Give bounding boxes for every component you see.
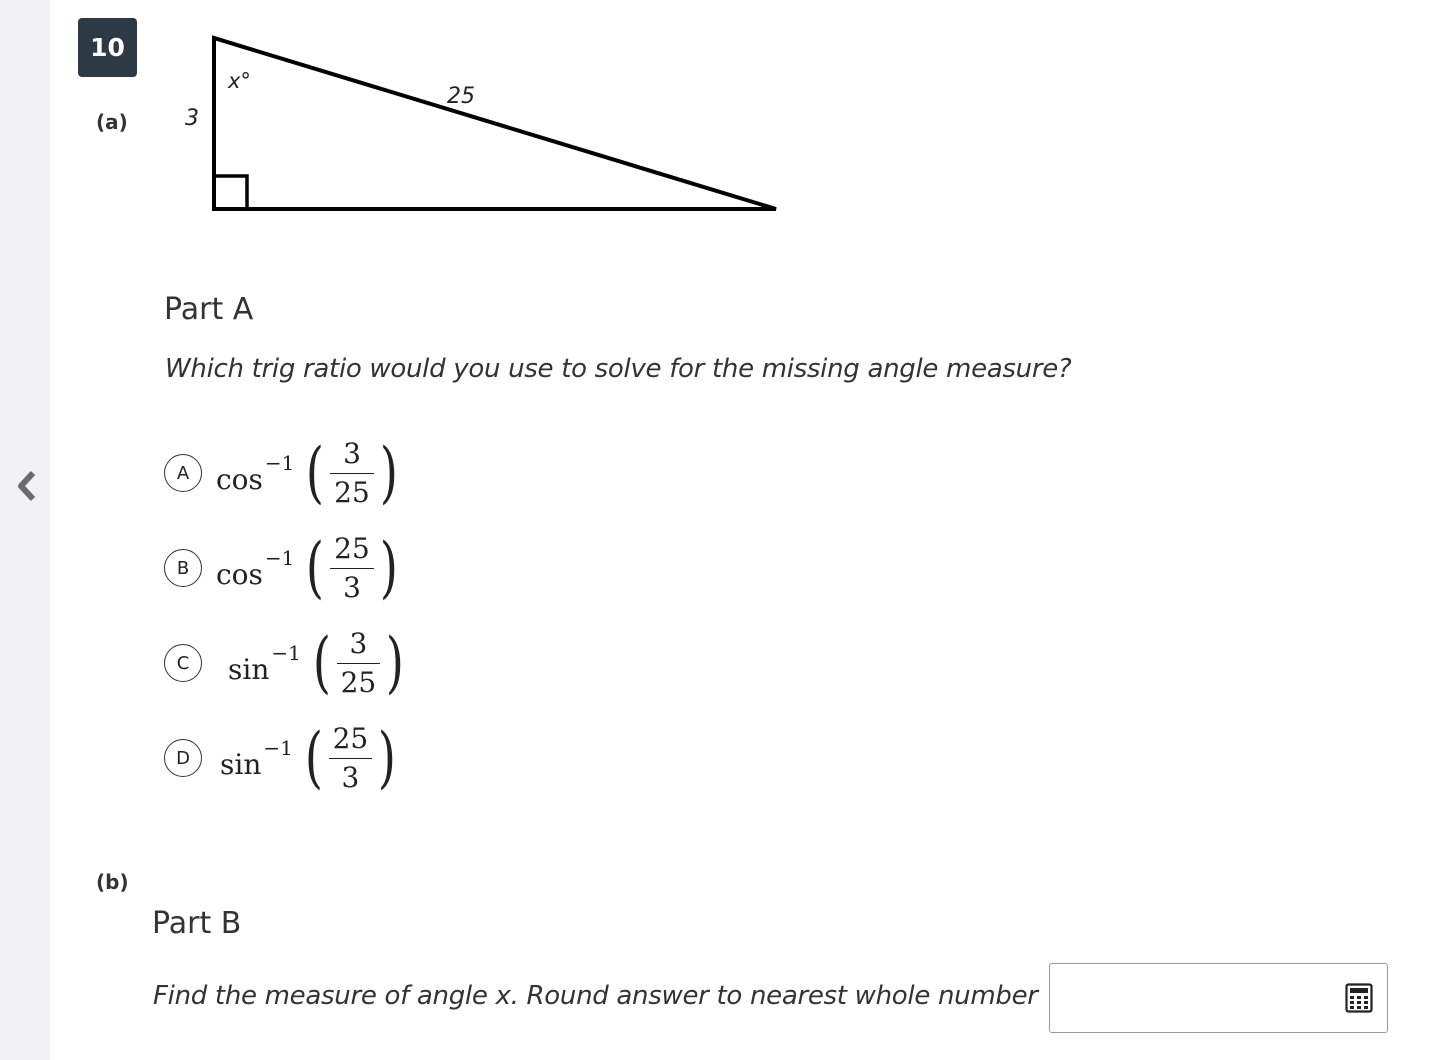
choice-bubble[interactable]: A	[164, 454, 202, 492]
leg-label: 3	[185, 106, 199, 131]
part-b-title: Part B	[152, 906, 242, 941]
choice-bubble[interactable]: D	[164, 739, 202, 777]
choice-expression: cos −1 ( $\frac{25}{3}$ )	[216, 529, 398, 606]
choice-bubble[interactable]: B	[164, 549, 202, 587]
part-a-title: Part A	[164, 292, 254, 327]
part-a-prompt: Which trig ratio would you use to solve for the missing angle measure?	[165, 354, 1072, 384]
choice-d[interactable]	[164, 713, 400, 803]
chevron-left-icon[interactable]	[14, 470, 40, 502]
calculator-icon[interactable]	[1345, 983, 1373, 1013]
angle-label: x°	[228, 69, 251, 93]
choice-bubble[interactable]: C	[164, 644, 202, 682]
part-b-prompt: Find the measure of angle x. Round answer to nearest whole number	[153, 981, 1038, 1011]
choice-a[interactable]	[164, 428, 402, 518]
choice-expression: sin −1 ( $\frac{3}{25}$ )	[228, 624, 405, 701]
part-b-tag: (b)	[96, 870, 129, 894]
answer-input[interactable]	[1049, 963, 1388, 1033]
choice-expression: cos −1 ( $\frac{3}{25}$ )	[216, 434, 398, 511]
question-number-badge: 10	[78, 18, 137, 77]
right-triangle-figure	[170, 30, 790, 220]
part-a-tag: (a)	[96, 110, 128, 134]
choice-b[interactable]	[164, 523, 402, 613]
choice-expression: sin −1 ( $\frac{25}{3}$ )	[220, 719, 397, 796]
left-rail	[0, 0, 50, 1060]
choice-c[interactable]	[164, 618, 408, 708]
hypotenuse-label: 25	[447, 84, 475, 109]
